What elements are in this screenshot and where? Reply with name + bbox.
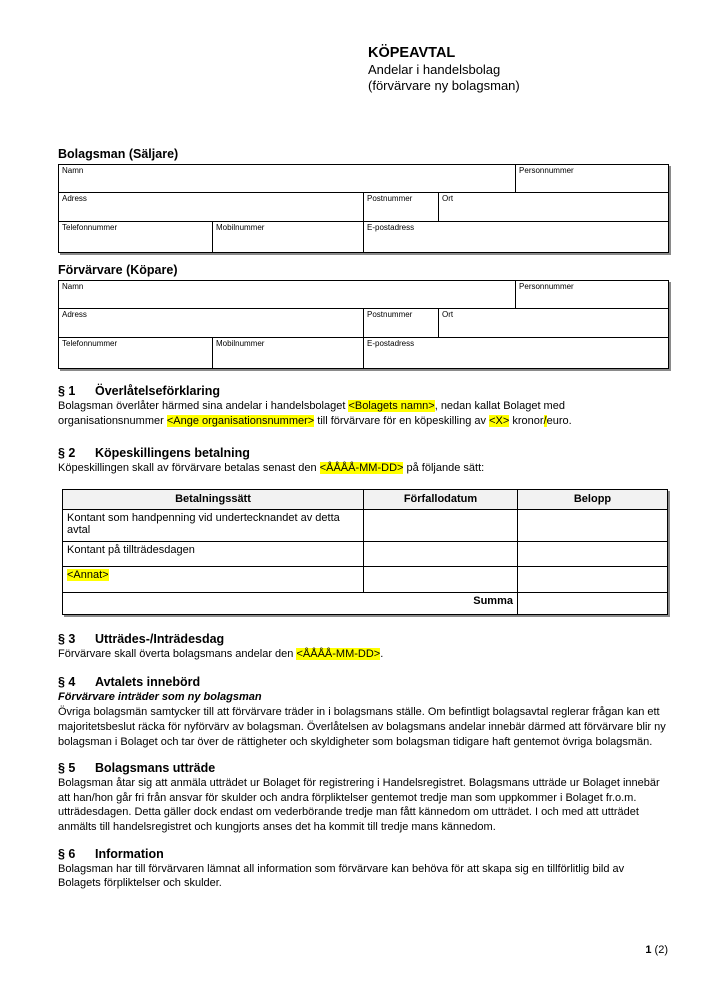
section-3-title: Utträdes-/Inträdesdag (95, 631, 225, 646)
section-1-body: Bolagsman överlåter härmed sina andelar i handelsbolaget <Bolagets namn>, nedan kallat Bolaget med organisationsnummer <Ange organisationsnummer> till förvärvare för en köpeskilling av <X> kronor/euro. (58, 400, 572, 427)
table-row (63, 509, 668, 541)
payment-summa-row (63, 592, 668, 614)
section-4 (58, 675, 668, 749)
section-1-title: Överlåtelseförklaring (95, 384, 221, 398)
section-3-heading (58, 632, 668, 646)
seller-postnummer-field[interactable]: Postnummer (364, 193, 439, 222)
buyer-heading: Förvärvare (Köpare) (58, 263, 178, 277)
page-number (645, 944, 668, 956)
seller-adress-field[interactable]: Adress (59, 193, 364, 222)
seller-heading: Bolagsman (Säljare) (58, 147, 179, 161)
table-row (63, 541, 668, 566)
payment-duedate-field-1[interactable] (364, 509, 518, 541)
seller-namn-field[interactable]: Namn (59, 165, 516, 193)
section-1-number: § 1 (58, 384, 76, 398)
buyer-form-table (58, 280, 669, 369)
section-4-title: Avtalets innebörd (95, 675, 201, 690)
annat-placeholder: <Annat> (67, 568, 109, 581)
buyer-epostadress-field[interactable]: E-postadress (364, 338, 669, 369)
buyer-ort-field[interactable]: Ort (439, 309, 669, 338)
document-title: KÖPEAVTAL (368, 45, 456, 61)
seller-ort-field[interactable]: Ort (439, 193, 669, 222)
seller-telefonnummer-field[interactable]: Telefonnummer (59, 222, 213, 253)
section-3 (58, 632, 668, 662)
section-4-number: § 4 (58, 675, 76, 690)
buyer-postnummer-field[interactable]: Postnummer (364, 309, 439, 338)
summa-amount-field[interactable] (518, 592, 668, 614)
section-2-heading (58, 446, 668, 460)
payment-amount-field-1[interactable] (518, 509, 668, 541)
section-2-body: Köpeskillingen skall av förvärvare betalas senast den <ÅÅÅÅ-MM-DD> på följande sätt: (58, 462, 485, 475)
document-subtitle-2: (förvärvare ny bolagsman) (368, 78, 520, 93)
section-6 (58, 847, 668, 891)
summa-label: Summa (63, 592, 518, 614)
payment-header-betalningssatt: Betalningssätt (63, 489, 364, 509)
payment-table (62, 489, 668, 615)
seller-personnummer-field[interactable]: Personnummer (516, 165, 669, 193)
section-1-heading (58, 384, 668, 398)
table-row (63, 566, 668, 592)
seller-form-table (58, 164, 669, 253)
page-number-total: (2) (654, 944, 668, 956)
section-6-title: Information (95, 846, 164, 861)
buyer-adress-field[interactable]: Adress (59, 309, 364, 338)
section-5-title: Bolagsmans utträde (95, 761, 216, 776)
section-5 (58, 761, 668, 834)
section-6-number: § 6 (58, 846, 76, 861)
payment-amount-field-2[interactable] (518, 541, 668, 566)
buyer-telefonnummer-field[interactable]: Telefonnummer (59, 338, 213, 369)
buyer-mobilnummer-field[interactable]: Mobilnummer (213, 338, 364, 369)
seller-section (58, 147, 668, 253)
seller-epostadress-field[interactable]: E-postadress (364, 222, 669, 253)
payment-method-tilltradesdag: Kontant på tillträdesdagen (63, 541, 364, 566)
section-5-heading (58, 761, 668, 775)
section-1 (58, 384, 668, 428)
buyer-section (58, 263, 668, 369)
section-2-number: § 2 (58, 446, 76, 461)
section-4-body: Övriga bolagsmän samtycker till att förvärvare träder in i bolagsmans ställe. Om befintligt bolagsavtal reglerar frågan kan ett majoritetsbeslut räcka för nyförvärv av bolagsman. Överlåtelsen av bolagsmans andelar innebär därmed att förvärvare blir ny bolagsman i Bolaget och tar över de rättigheter och skyldigheter som bolagsman tidigare haft gentemot övriga bolagsmän. (58, 706, 666, 748)
document-subtitle-1: Andelar i handelsbolag (368, 62, 501, 77)
buyer-namn-field[interactable]: Namn (59, 281, 516, 309)
section-2 (58, 446, 668, 476)
payment-duedate-field-2[interactable] (364, 541, 518, 566)
section-4-subtitle: Förvärvare inträder som ny bolagsman (58, 691, 262, 704)
section-5-number: § 5 (58, 761, 76, 776)
page-number-current: 1 (645, 944, 652, 956)
section-3-number: § 3 (58, 631, 76, 646)
section-3-body: Förvärvare skall överta bolagsmans andelar den <ÅÅÅÅ-MM-DD>. (58, 647, 384, 660)
payment-header-belopp: Belopp (518, 489, 668, 509)
section-4-heading (58, 675, 668, 689)
payment-header-forfallodatum: Förfallodatum (364, 489, 518, 509)
payment-table-header-row (63, 489, 668, 509)
section-6-body: Bolagsman har till förvärvaren lämnat all information som förvärvare kan behöva för att skapa sig en tillförlitlig bild av Bolagets förpliktelser och skulder. (58, 862, 625, 890)
buyer-personnummer-field[interactable]: Personnummer (516, 281, 669, 309)
payment-amount-field-3[interactable] (518, 566, 668, 592)
title-block (368, 44, 668, 94)
section-5-body: Bolagsman åtar sig att anmäla utträdet ur Bolaget för registrering i Handelsregistret. Bolagsmans utträde ur Bolaget innebär att han/hon går fri från ansvar för skulder och andra förpliktelser gentemot tredje man som uppkommer i Bolaget fr.o.m. utträdesdagen. Detta gäller dock endast om vederbörande tredje man fått kännedom om utträdet. I och med att utträdet anmälts till handelsregistret och kungjorts anses det ha kommit till tredje mans kännedom. (58, 777, 660, 833)
payment-method-handpenning: Kontant som handpenning vid undertecknandet av detta avtal (63, 509, 364, 541)
payment-duedate-field-3[interactable] (364, 566, 518, 592)
section-2-title: Köpeskillingens betalning (95, 446, 250, 461)
section-6-heading (58, 847, 668, 861)
seller-mobilnummer-field[interactable]: Mobilnummer (213, 222, 364, 253)
payment-method-annat (63, 566, 364, 592)
